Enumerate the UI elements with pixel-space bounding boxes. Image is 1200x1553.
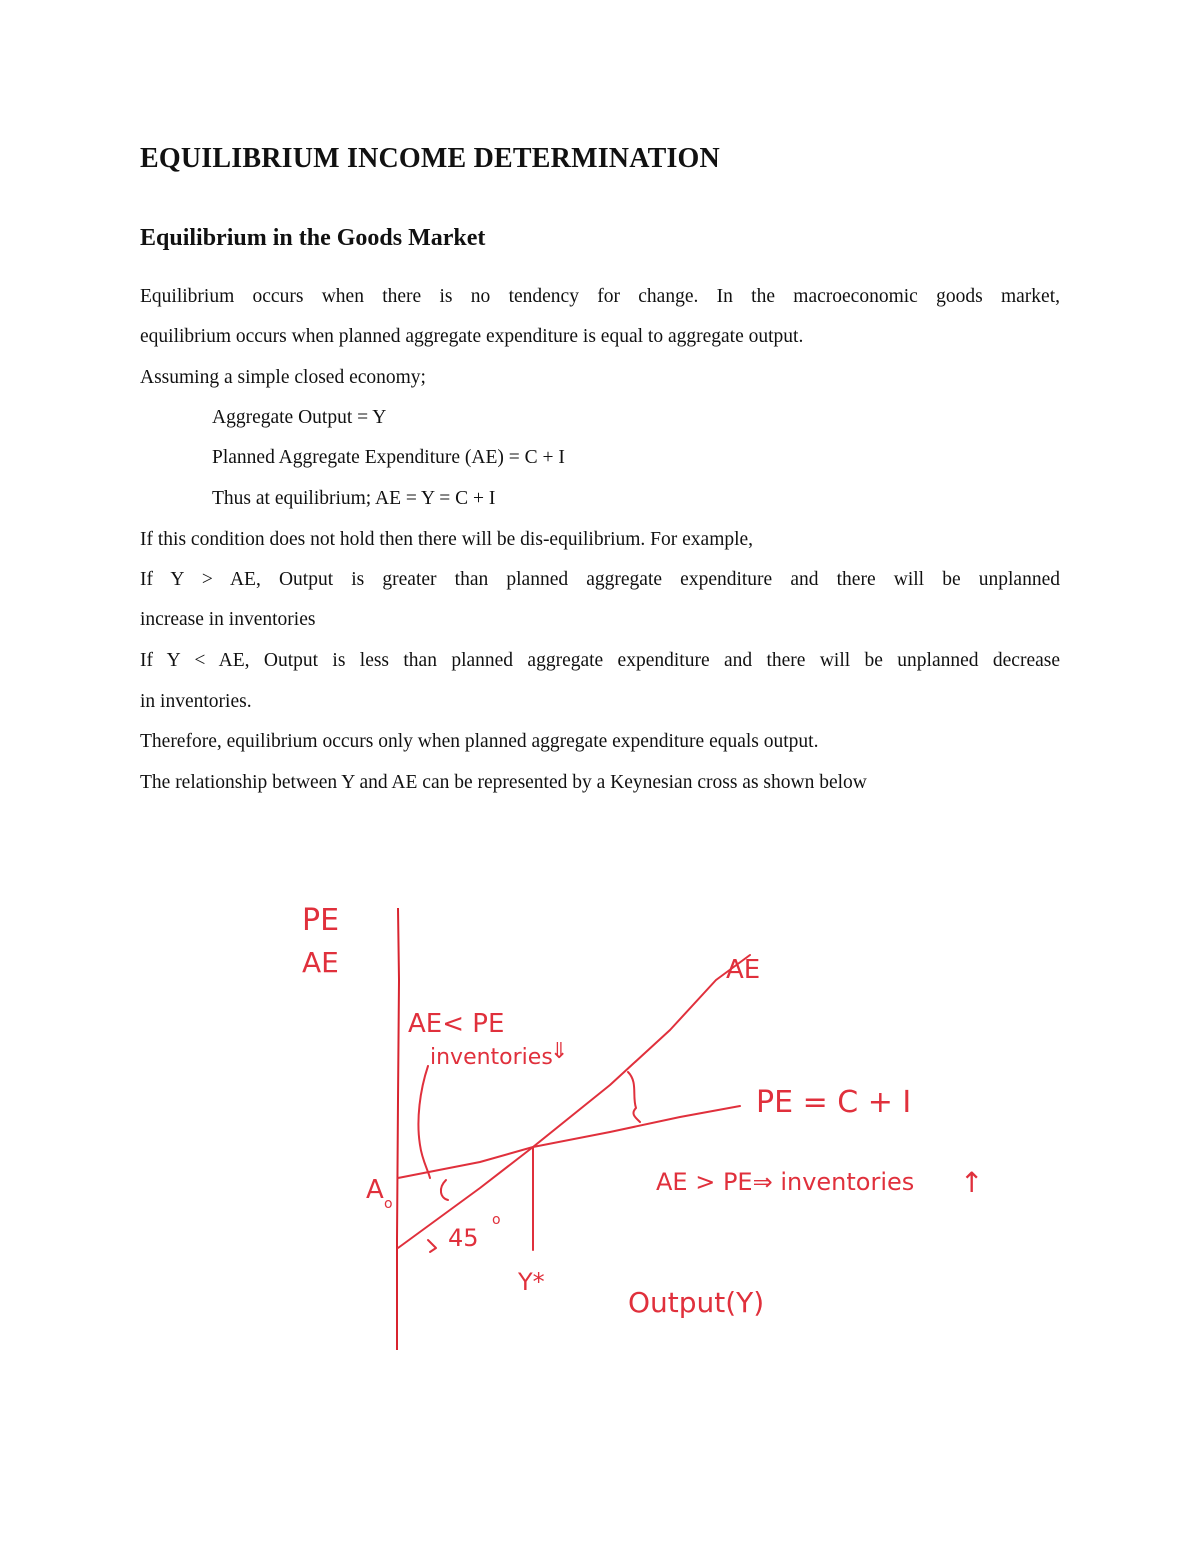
upper-region-label-inventories: inventories bbox=[430, 1045, 553, 1070]
equation-line: Thus at equilibrium; AE = Y = C + I bbox=[212, 488, 496, 509]
intercept-subscript: o bbox=[384, 1196, 393, 1212]
equation-line: Planned Aggregate Expenditure (AE) = C + I bbox=[212, 447, 565, 468]
angle-degree: o bbox=[492, 1212, 501, 1228]
y-axis-label-ae: AE bbox=[302, 946, 339, 979]
intercept-label: A bbox=[366, 1175, 384, 1205]
small-brace bbox=[441, 1180, 448, 1200]
ae-line-label: AE bbox=[726, 955, 761, 985]
paragraph-line: Therefore, equilibrium occurs only when planned aggregate expenditure equals output. bbox=[140, 731, 819, 752]
gap-bracket-left bbox=[418, 1066, 430, 1178]
paragraph-line: equilibrium occurs when planned aggregate expenditure is equal to aggregate output. bbox=[140, 326, 804, 347]
angle-label: 45 bbox=[448, 1224, 479, 1252]
angle-marker bbox=[428, 1240, 436, 1252]
section-heading: Equilibrium in the Goods Market bbox=[140, 225, 486, 251]
equation-line: Aggregate Output = Y bbox=[212, 407, 387, 428]
equilibrium-output-label: Y* bbox=[518, 1268, 545, 1296]
ae-line bbox=[398, 955, 750, 1248]
paragraph-line: The relationship between Y and AE can be represented by a Keynesian cross as shown below bbox=[140, 772, 867, 793]
inventories-up-arrow: ↑ bbox=[960, 1166, 984, 1199]
paragraph-line: Assuming a simple closed economy; bbox=[140, 367, 426, 388]
y-axis bbox=[397, 908, 399, 1350]
keynesian-cross-drawing bbox=[280, 860, 1020, 1350]
y-axis-label-pe: PE bbox=[302, 903, 340, 938]
gap-bracket-upper bbox=[628, 1072, 640, 1122]
upper-region-label: AE< PE bbox=[408, 1009, 505, 1039]
x-axis-label: Output(Y) bbox=[628, 1286, 765, 1319]
paragraph-line: in inventories. bbox=[140, 691, 252, 712]
keynesian-cross-figure bbox=[280, 860, 1020, 1350]
paragraph-line: If Y > AE, Output is greater than planned aggregate expenditure and there will be unplanned bbox=[140, 569, 1060, 590]
lower-region-label: AE > PE⇒ inventories bbox=[656, 1168, 915, 1196]
paragraph-line: increase in inventories bbox=[140, 609, 316, 630]
paragraph-line: If this condition does not hold then there will be dis-equilibrium. For example, bbox=[140, 529, 754, 550]
paragraph-line: If Y < AE, Output is less than planned aggregate expenditure and there will be unplanned decrease bbox=[140, 650, 1060, 671]
paragraph-line: Equilibrium occurs when there is no tendency for change. In the macroeconomic goods market, bbox=[140, 286, 1060, 307]
inventories-down-arrow: ⇓ bbox=[550, 1039, 569, 1064]
pe-line-label: PE = C + I bbox=[756, 1085, 912, 1120]
document-title: EQUILIBRIUM INCOME DETERMINATION bbox=[140, 143, 720, 174]
